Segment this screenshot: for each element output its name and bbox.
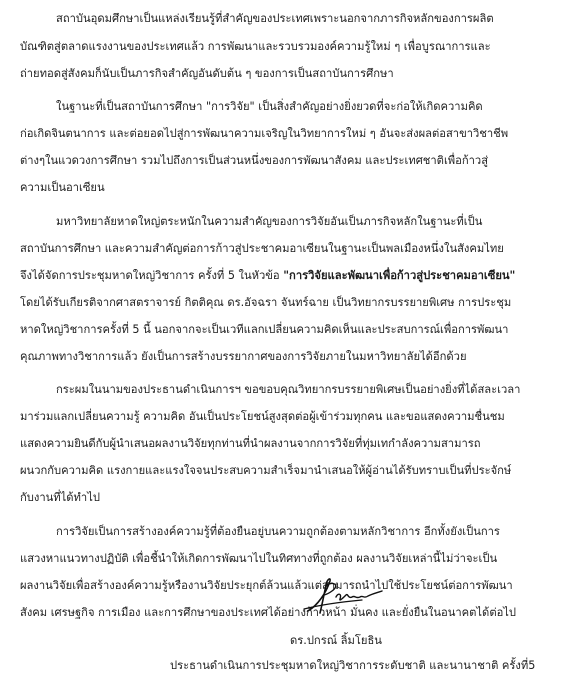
- paragraph-4-line-1: กระผมในนามของประธานดำเนินการฯ ขอขอบคุณวิทยากรบรรยายพิเศษเป็นอย่างยิ่งที่ได้สละเวลา: [56, 383, 521, 396]
- paragraph-1-line-3: ถ่ายทอดสู่สังคมก็นับเป็นภารกิจสำคัญอันดับต้น ๆ ของการเป็นสถาบันการศึกษา: [20, 67, 394, 80]
- paragraph-2-line-2: ก่อเกิดจินตนาการ และต่อยอดไปสู่การพัฒนาความเจริญในวิทยาการใหม่ ๆ อันจะส่งผลต่อสาขาวิชาชีพ: [20, 127, 509, 140]
- paragraph-2-line-3: ต่างๆในแวดวงการศึกษา รวมไปถึงการเป็นส่วนหนึ่งของการพัฒนาสังคม และประเทศชาติเพื่อก้าวสู่: [20, 154, 489, 167]
- paragraph-3-line-6: คุณภาพทางวิชาการแล้ว ยังเป็นการสร้างบรรยากาศของการวิจัยภายในมหาวิทยาลัยได้อีกด้วย: [20, 350, 467, 363]
- conference-theme: "การวิจัยและพัฒนาเพื่อก้าวสู่ประชาคมอาเซียน": [283, 269, 516, 282]
- paragraph-4-line-3: แสดงความยินดีกับผู้นำเสนอผลงานวิจัยทุกท่านที่นำผลงานจากการวิจัยที่ทุ่มเทกำลังความสามารถ: [20, 437, 481, 450]
- paragraph-4-line-4: ผนวกกับความคิด แรงกายและแรงใจจนประสบความสำเร็จมานำเสนอให้ผู้อ่านได้รับทราบเป็นที่ประจักษ์: [20, 464, 512, 477]
- paragraph-4-line-5: กับงานที่ได้ทำไป: [20, 491, 100, 504]
- signatory-name: ดร.ปกรณ์ ลิ้มโยธิน: [290, 634, 382, 647]
- paragraph-3-line-3-text: จึงได้จัดการประชุมหาดใหญ่วิชาการ ครั้งที่ 5 ในหัวข้อ: [20, 269, 280, 282]
- paragraph-3-line-2: สถาบันการศึกษา และความสำคัญต่อการก้าวสู่ประชาคมอาเซียนในฐานะเป็นพลเมืองหนึ่งในสังคมไทย: [20, 242, 504, 255]
- paragraph-5-line-3: ผลงานวิจัยเพื่อสร้างองค์ความรู้หรืองานวิจัยประยุกต์ล้วนแล้วแต่สามารถนำไปใช้ประโยชน์ต่อการพัฒนา: [20, 579, 513, 592]
- paragraph-3-line-1: มหาวิทยาลัยหาดใหญ่ตระหนักในความสำคัญของการวิจัยอันเป็นภารกิจหลักในฐานะที่เป็น: [56, 215, 483, 228]
- paragraph-1-line-2: บัณฑิตสู่ตลาดแรงงานของประเทศแล้ว การพัฒนาและรวบรวมองค์ความรู้ใหม่ ๆ เพื่อบูรณาการและ: [20, 40, 491, 53]
- paragraph-3-line-3: [20, 269, 515, 283]
- paragraph-5-line-4: สังคม เศรษฐกิจ การเมือง และการศึกษาของประเทศได้อย่างก้าวหน้า มั่นคง และยั่งยืนในอนาคตได้ต่อไป: [20, 606, 517, 619]
- paragraph-4-line-2: มาร่วมแลกเปลี่ยนความรู้ ความคิด อันเป็นประโยชน์สูงสุดต่อผู้เข้าร่วมทุกคน และขอแสดงความชื่นชม: [20, 410, 505, 423]
- paragraph-3-line-5: หาดใหญ่วิชาการครั้งที่ 5 นี้ นอกจากจะเป็นเวทีแลกเปลี่ยนความคิดเห็นและประสบการณ์เพื่อการพัฒนา: [20, 323, 509, 336]
- paragraph-2-line-4: ความเป็นอาเซียน: [20, 181, 105, 194]
- paragraph-5-line-1: การวิจัยเป็นการสร้างองค์ความรู้ที่ต้องยืนอยู่บนความถูกต้องตามหลักวิชาการ อีกทั้งยังเป็นการ: [56, 525, 500, 538]
- signatory-title: ประธานดำเนินการประชุมหาดใหญ่วิชาการระดับชาติ และนานาชาติ ครั้งที่5: [170, 659, 536, 672]
- paragraph-2-line-1: ในฐานะที่เป็นสถาบันการศึกษา "การวิจัย" เป็นสิ่งสำคัญอย่างยิ่งยวดที่จะก่อให้เกิดความคิด: [56, 100, 483, 113]
- paragraph-5-line-2: แสวงหาแนวทางปฏิบัติ เพื่อชี้นำให้เกิดการพัฒนาไปในทิศทางที่ถูกต้อง ผลงานวิจัยเหล่านี้ไม่ว่าจะเป็น: [20, 552, 498, 565]
- paragraph-3-line-4: โดยได้รับเกียรติจากศาสตราจารย์ กิตติคุณ ดร.อัจฉรา จันทร์ฉาย เป็นวิทยากรบรรยายพิเศษ การประชุม: [20, 296, 512, 309]
- paragraph-1-line-1: สถาบันอุดมศึกษาเป็นแหล่งเรียนรู้ที่สำคัญของประเทศเพราะนอกจากภารกิจหลักของการผลิต: [56, 12, 494, 25]
- handwritten-signature: [300, 575, 390, 617]
